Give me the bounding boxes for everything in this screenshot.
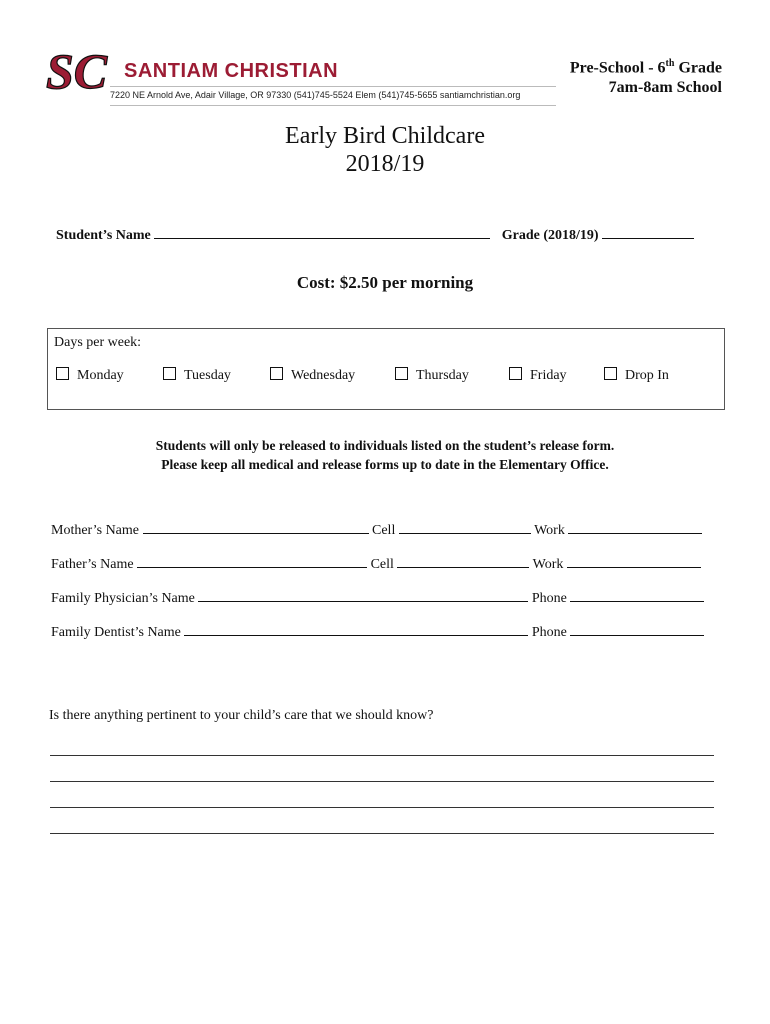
grade-label: Grade (2018/19) — [501, 228, 599, 243]
release-notice — [0, 436, 770, 474]
form-title-main: Early Bird Childcare — [285, 123, 485, 149]
checkbox-icon[interactable] — [604, 367, 617, 380]
answer-line[interactable] — [50, 781, 714, 782]
student-name-field[interactable] — [154, 226, 490, 239]
checkbox-icon[interactable] — [163, 367, 176, 380]
checkbox-icon[interactable] — [395, 367, 408, 380]
physician-row — [51, 589, 704, 607]
days-per-week-box — [47, 328, 725, 410]
checkbox-label: Drop In — [625, 368, 669, 383]
dentist-phone-field[interactable] — [570, 623, 704, 636]
father-name-label: Father’s Name — [51, 557, 134, 572]
answer-line[interactable] — [50, 755, 714, 756]
checkbox-label: Wednesday — [291, 368, 356, 383]
school-address: 7220 NE Arnold Ave, Adair Village, OR 97330 (541)745-5524 Elem (541)745-5655 santiamchristian.org — [110, 90, 521, 100]
physician-phone-label: Phone — [531, 591, 567, 606]
checkbox-wednesday[interactable] — [270, 367, 355, 384]
checkbox-icon[interactable] — [509, 367, 522, 380]
school-logo — [44, 44, 118, 96]
father-cell-label: Cell — [370, 557, 394, 572]
father-name-field[interactable] — [137, 555, 367, 568]
svg-text:SC: SC — [46, 44, 108, 96]
release-notice-line: Students will only be released to individuals listed on the student’s release form. — [155, 438, 615, 453]
mother-work-field[interactable] — [568, 521, 702, 534]
care-question: Is there anything pertinent to your child’s care that we should know? — [49, 708, 434, 723]
father-cell-field[interactable] — [397, 555, 529, 568]
mother-cell-label: Cell — [372, 523, 396, 538]
forms-notice-line: Please keep all medical and release forms up to date in the Elementary Office. — [161, 457, 609, 472]
dentist-label: Family Dentist’s Name — [51, 625, 181, 640]
father-work-field[interactable] — [567, 555, 701, 568]
father-row — [51, 555, 701, 573]
program-hours: 7am-8am School — [608, 79, 722, 97]
checkbox-icon[interactable] — [56, 367, 69, 380]
mother-name-label: Mother’s Name — [51, 523, 139, 538]
checkbox-thursday[interactable] — [395, 367, 469, 384]
grade-field[interactable] — [602, 226, 694, 239]
form-title-year: 2018/19 — [345, 151, 425, 177]
checkbox-label: Monday — [77, 368, 124, 383]
form-title — [0, 122, 770, 178]
checkbox-label: Friday — [530, 368, 567, 383]
checkbox-friday[interactable] — [509, 367, 567, 384]
checkbox-drop-in[interactable] — [604, 367, 669, 384]
grade-range-block — [570, 54, 722, 98]
checkbox-tuesday[interactable] — [163, 367, 231, 384]
student-name-label: Student’s Name — [56, 228, 151, 243]
checkbox-label: Thursday — [416, 368, 469, 383]
checkbox-label: Tuesday — [184, 368, 231, 383]
dentist-field[interactable] — [184, 623, 528, 636]
answer-line[interactable] — [50, 833, 714, 834]
dentist-row — [51, 623, 704, 641]
checkbox-icon[interactable] — [270, 367, 283, 380]
answer-line[interactable] — [50, 807, 714, 808]
physician-field[interactable] — [198, 589, 528, 602]
mother-row — [51, 521, 702, 539]
mother-cell-field[interactable] — [399, 521, 531, 534]
father-work-label: Work — [532, 557, 564, 572]
checkbox-monday[interactable] — [56, 367, 124, 384]
physician-label: Family Physician’s Name — [51, 591, 195, 606]
mother-work-label: Work — [534, 523, 565, 538]
grade-range: Pre-School - 6th Grade — [569, 58, 722, 77]
school-name: SANTIAM CHRISTIAN — [124, 60, 339, 82]
student-row — [56, 226, 694, 244]
mother-name-field[interactable] — [143, 521, 369, 534]
days-label: Days per week: — [54, 335, 142, 350]
physician-phone-field[interactable] — [570, 589, 704, 602]
dentist-phone-label: Phone — [531, 625, 567, 640]
address-rule-bottom — [110, 105, 556, 106]
address-rule-top — [110, 86, 556, 87]
cost-text: Cost: $2.50 per morning — [296, 273, 474, 292]
